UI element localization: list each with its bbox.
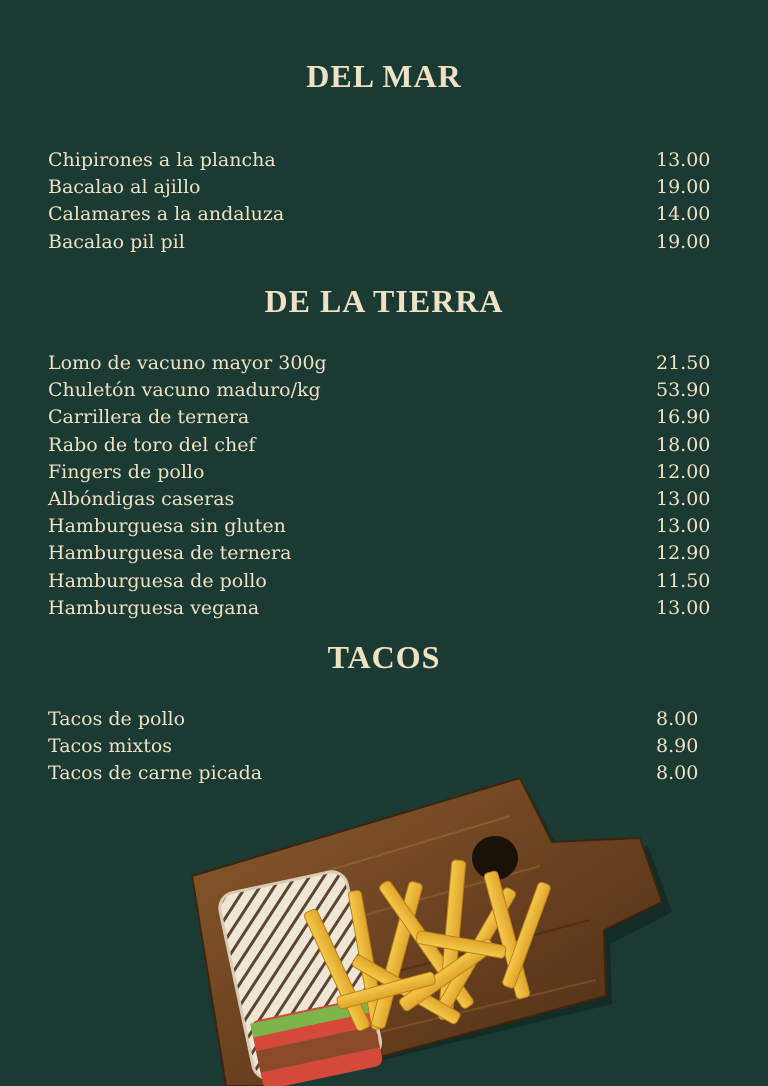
item-price: 16.90 bbox=[656, 406, 711, 429]
item-price: 8.90 bbox=[656, 735, 699, 758]
item-name: Hamburguesa vegana bbox=[48, 596, 260, 619]
item-price: 13.00 bbox=[656, 487, 711, 510]
item-name: Tacos de pollo bbox=[48, 708, 186, 730]
menu-item bbox=[48, 147, 710, 174]
item-list-de-la-tierra bbox=[48, 350, 710, 622]
item-name: Chuletón vacuno maduro/kg bbox=[48, 379, 321, 402]
menu-item bbox=[48, 706, 710, 733]
sandwich-fries-board-illustration bbox=[0, 770, 768, 1086]
item-name: Hamburguesa de pollo bbox=[48, 569, 267, 592]
section-title-de-la-tierra: DE LA TIERRA bbox=[264, 283, 504, 319]
item-price: 11.50 bbox=[656, 569, 711, 592]
item-name: Tacos de carne picada bbox=[48, 762, 263, 785]
menu-item bbox=[48, 404, 710, 431]
menu-item bbox=[48, 733, 710, 760]
item-price: 53.90 bbox=[656, 379, 711, 402]
item-price: 18.00 bbox=[656, 433, 711, 456]
item-name: Rabo de toro del chef bbox=[48, 433, 256, 456]
item-name: Chipirones a la plancha bbox=[48, 149, 276, 171]
item-price: 12.90 bbox=[656, 542, 711, 565]
section-title-del-mar: DEL MAR bbox=[306, 58, 462, 94]
item-name: Hamburguesa de ternera bbox=[48, 542, 292, 565]
menu-item bbox=[48, 432, 710, 459]
item-name: Carrillera de ternera bbox=[48, 406, 250, 429]
menu-item bbox=[48, 174, 710, 201]
item-price: 12.00 bbox=[656, 460, 711, 483]
menu-item bbox=[48, 229, 710, 256]
item-name: Bacalao pil pil bbox=[48, 230, 185, 253]
item-price: 19.00 bbox=[656, 176, 711, 199]
item-price: 13.00 bbox=[656, 596, 711, 619]
item-price: 13.00 bbox=[656, 515, 711, 538]
item-name: Fingers de pollo bbox=[48, 460, 205, 483]
menu-item bbox=[48, 377, 710, 404]
item-price: 13.00 bbox=[656, 149, 711, 171]
item-price: 8.00 bbox=[656, 762, 699, 785]
item-name: Hamburguesa sin gluten bbox=[48, 515, 286, 538]
menu-item bbox=[48, 201, 710, 228]
item-price: 19.00 bbox=[656, 230, 711, 253]
menu-item bbox=[48, 513, 710, 540]
item-name: Calamares a la andaluza bbox=[48, 203, 285, 226]
item-name: Lomo de vacuno mayor 300g bbox=[48, 352, 327, 374]
item-name: Albóndigas caseras bbox=[48, 487, 235, 510]
item-price: 21.50 bbox=[656, 352, 711, 374]
item-name: Tacos mixtos bbox=[48, 735, 173, 758]
menu-item bbox=[48, 486, 710, 513]
menu-item bbox=[48, 459, 710, 486]
item-price: 14.00 bbox=[656, 203, 711, 226]
menu-item bbox=[48, 595, 710, 622]
item-name: Bacalao al ajillo bbox=[48, 176, 201, 199]
section-title-tacos: TACOS bbox=[327, 639, 441, 675]
menu-item bbox=[48, 540, 710, 567]
menu-item bbox=[48, 350, 710, 377]
item-price: 8.00 bbox=[656, 708, 699, 730]
menu-item bbox=[48, 568, 710, 595]
item-list-del-mar bbox=[48, 147, 710, 256]
